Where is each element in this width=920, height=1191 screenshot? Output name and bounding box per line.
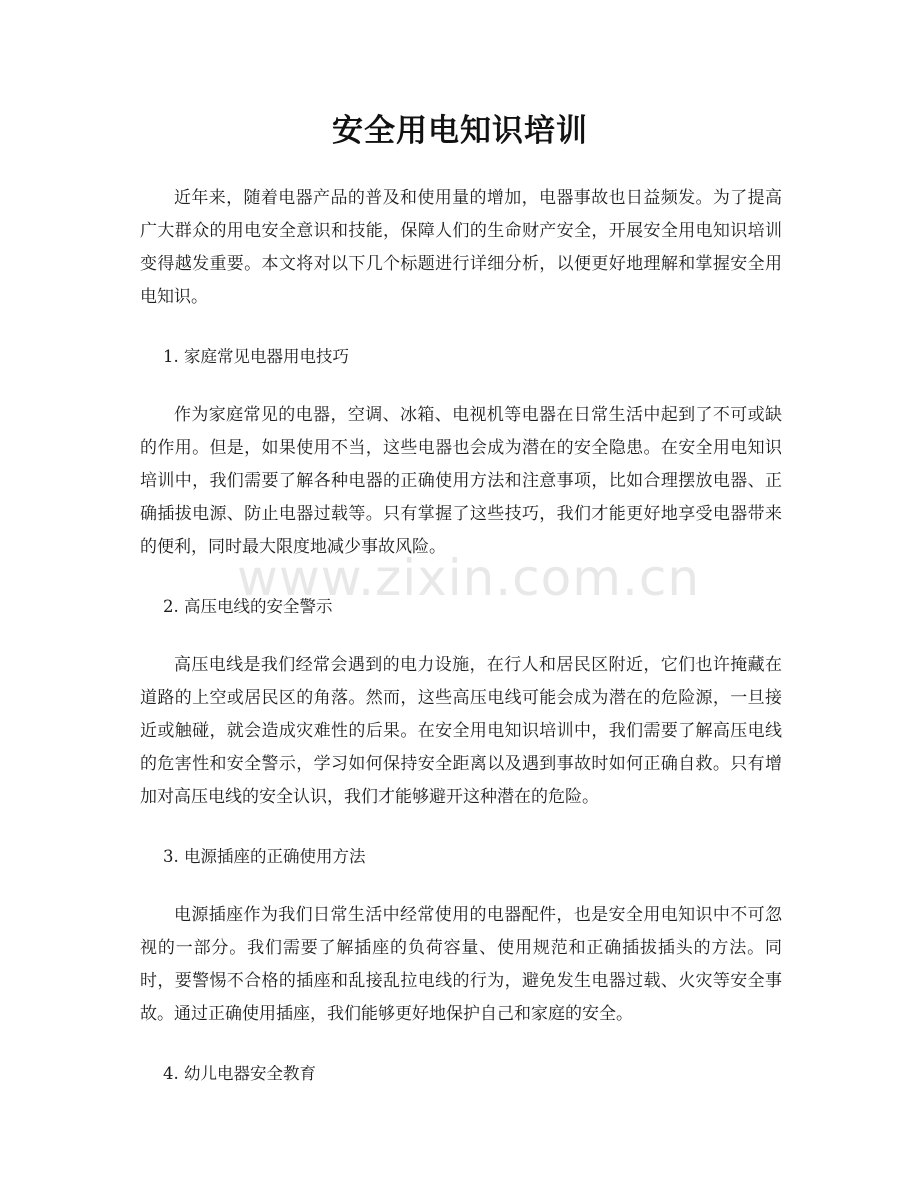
section-heading-2: 2. 高压电线的安全警示 <box>163 597 333 616</box>
document-body <box>140 182 782 1116</box>
section-body-1: 作为家庭常见的电器，空调、冰箱、电视机等电器在日常生活中起到了不可或缺的作用。但是，如果使用不当，这些电器也会成为潜在的安全隐患。在安全用电知识培训中，我们需要了解各种电器的正确使用方法和注意事项，比如合理摆放电器、正确插拔电源、防止电器过载等。只有掌握了这些技巧，我们才能更好地享受电器带来的便利，同时最大限度地减少事故风险。 <box>140 405 782 557</box>
section-body-3: 电源插座作为我们日常生活中经常使用的电器配件，也是安全用电知识中不可忽视的一部分。我们需要了解插座的负荷容量、使用规范和正确插拔插头的方法。同时，要警惕不合格的插座和乱接乱拉电线的行为，避免发生电器过载、火灾等安全事故。通过正确使用插座，我们能够更好地保护自己和家庭的安全。 <box>140 905 782 1024</box>
section-heading-1: 1. 家庭常见电器用电技巧 <box>163 347 349 366</box>
page-title: 安全用电知识培训 <box>332 113 588 149</box>
watermark: www.zixin.com.cn <box>237 549 701 607</box>
section-body-2: 高压电线是我们经常会遇到的电力设施，在行人和居民区附近，它们也许掩藏在道路的上空或居民区的角落。然而，这些高压电线可能会成为潜在的危险源，一旦接近或触碰，就会造成灾难性的后果。在安全用电知识培训中，我们需要了解高压电线的危害性和安全警示，学习如何保持安全距离以及遇到事故时如何正确自救。只有增加对高压电线的安全认识，我们才能够避开这种潜在的危险。 <box>140 655 782 807</box>
section-heading-3: 3. 电源插座的正确使用方法 <box>163 847 366 866</box>
intro-paragraph: 近年来，随着电器产品的普及和使用量的增加，电器事故也日益频发。为了提高广大群众的用电安全意识和技能，保障人们的生命财产安全，开展安全用电知识培训变得越发重要。本文将对以下几个标题进行详细分析，以便更好地理解和掌握安全用电知识。 <box>140 188 782 307</box>
section-heading-4: 4. 幼儿电器安全教育 <box>163 1064 316 1083</box>
